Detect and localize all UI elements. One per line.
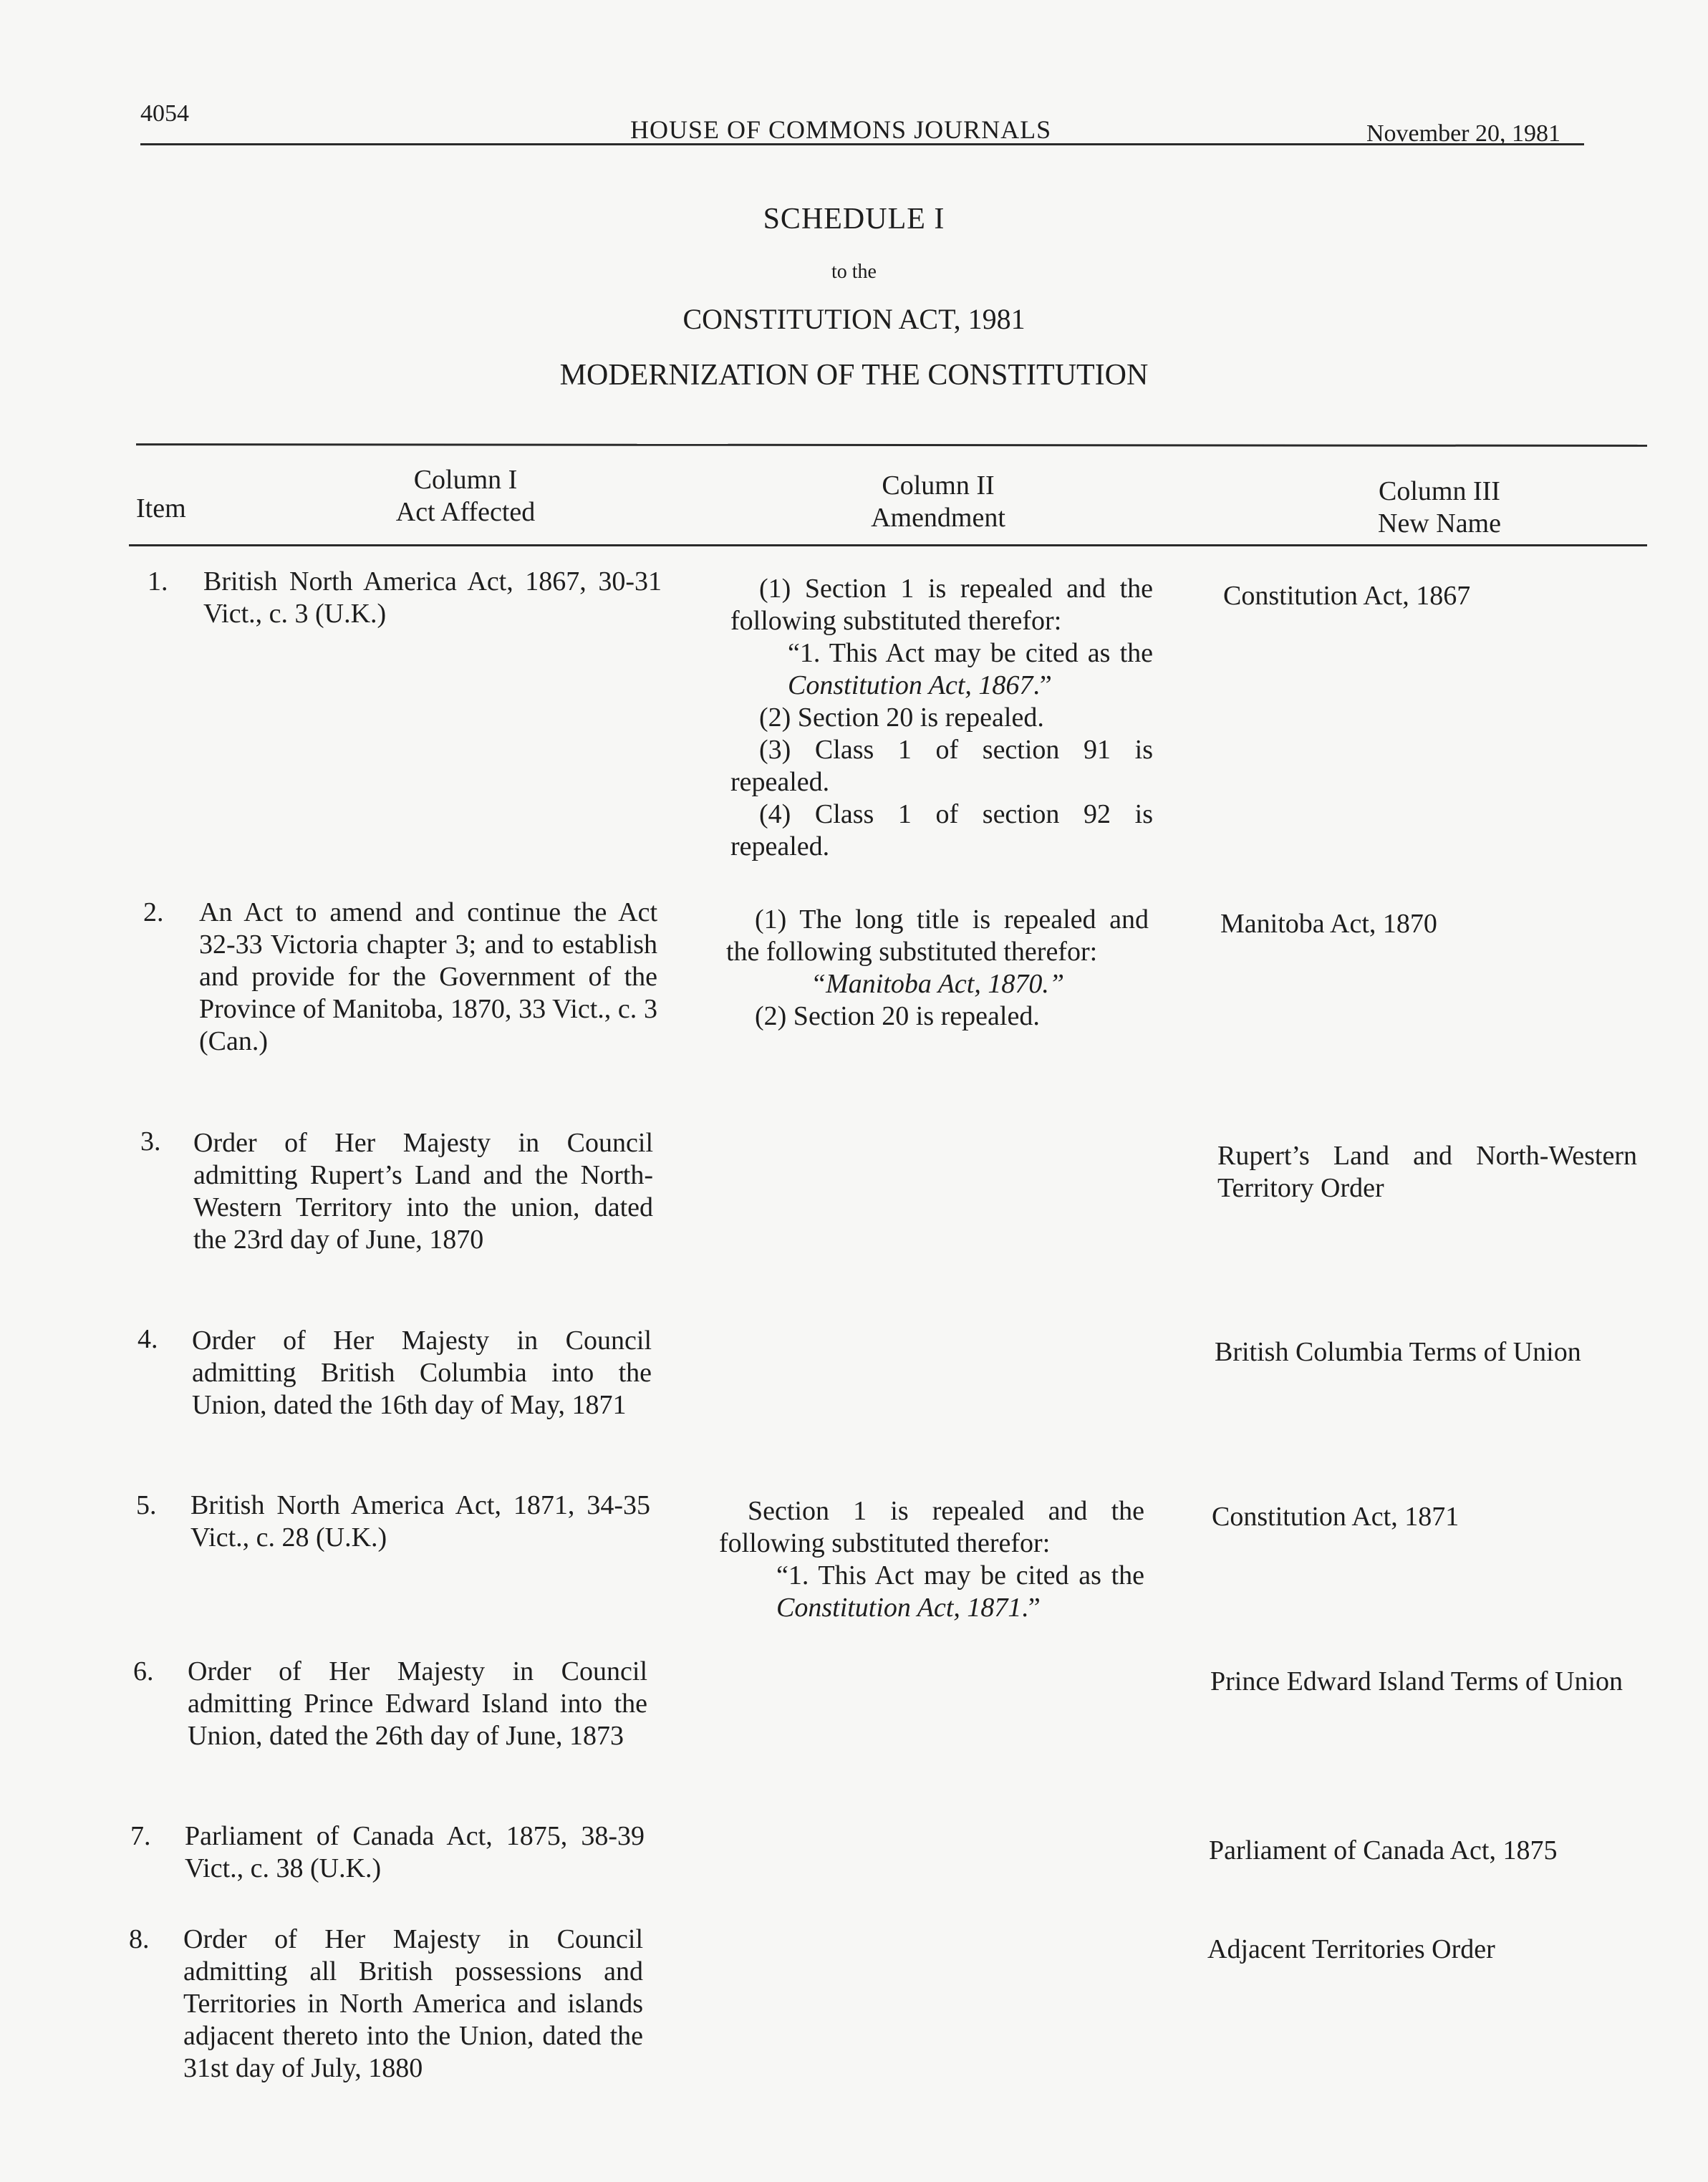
act-affected: British North America Act, 1871, 34-35 Vict., c. 28 (U.K.) bbox=[190, 1490, 650, 1553]
amendment bbox=[726, 904, 1149, 1033]
amendment bbox=[730, 573, 1153, 863]
column-header-item-label: Item bbox=[136, 493, 186, 523]
act-title: CONSTITUTION ACT, 1981 bbox=[682, 303, 1026, 335]
new-name: Adjacent Territories Order bbox=[1207, 1934, 1495, 1964]
act-affected: An Act to amend and continue the Act 32-33 Victoria chapter 3; and to establish and provide for the Government of the Province of Manitoba, 1870, 33 Vict., c. 3 (Can.) bbox=[199, 897, 657, 1056]
header-rule bbox=[140, 143, 1584, 145]
row-number: 2. bbox=[143, 897, 164, 927]
column-header-label: New Name bbox=[1378, 508, 1501, 539]
column-header-label: Column III bbox=[1379, 476, 1500, 506]
amendment-line: Section 1 is repealed and the following substituted therefor: bbox=[719, 1496, 1144, 1558]
amendment-text: “1. This Act may be cited as the bbox=[776, 1560, 1144, 1590]
column-header-label: Act Affected bbox=[395, 496, 536, 527]
act-affected: Order of Her Majesty in Council admitting all British possessions and Territories in North America and islands adjacent thereto into the Union, dated the 31st day of July, 1880 bbox=[183, 1924, 643, 2083]
row-number: 1. bbox=[148, 566, 168, 597]
column-header-label: Column II bbox=[882, 470, 995, 501]
amendment-line: (2) Section 20 is repealed. bbox=[759, 703, 1044, 733]
amendment-line: (4) Class 1 of section 92 is repealed. bbox=[730, 799, 1153, 861]
table-header-rule bbox=[129, 544, 1647, 546]
row-number: 8. bbox=[129, 1924, 150, 1954]
column-header-label: Amendment bbox=[871, 502, 1005, 533]
new-name: Manitoba Act, 1870 bbox=[1220, 909, 1437, 939]
amendment-text: .” bbox=[1021, 1593, 1041, 1623]
column-header-label: Column I bbox=[413, 465, 518, 495]
amendment-text: .” bbox=[1033, 670, 1052, 700]
new-name: British Columbia Terms of Union bbox=[1215, 1337, 1581, 1367]
journal-title: HOUSE OF COMMONS JOURNALS bbox=[630, 115, 1052, 144]
act-affected: Parliament of Canada Act, 1875, 38-39 Vict., c. 38 (U.K.) bbox=[185, 1821, 645, 1883]
column-header-item bbox=[136, 493, 186, 525]
row-number: 6. bbox=[133, 1656, 154, 1686]
column-header-new-name bbox=[1289, 475, 1590, 540]
journal-date: November 20, 1981 bbox=[1366, 120, 1561, 147]
new-name: Prince Edward Island Terms of Union bbox=[1210, 1666, 1623, 1696]
new-name: Constitution Act, 1867 bbox=[1223, 581, 1471, 611]
row-number: 5. bbox=[136, 1490, 157, 1520]
amendment bbox=[719, 1495, 1144, 1624]
subject-title: MODERNIZATION OF THE CONSTITUTION bbox=[559, 359, 1149, 392]
new-name: Parliament of Canada Act, 1875 bbox=[1209, 1835, 1558, 1865]
new-name: Rupert’s Land and North-Western Territory Order bbox=[1217, 1141, 1637, 1203]
amendment-text: “1. This Act may be cited as the bbox=[788, 638, 1153, 668]
column-header-amendment bbox=[788, 470, 1089, 534]
row-number: 4. bbox=[137, 1324, 158, 1354]
act-affected: Order of Her Majesty in Council admitting British Columbia into the Union, dated the 16th day of May, 1871 bbox=[192, 1326, 652, 1420]
schedule-to-the: to the bbox=[831, 261, 877, 283]
amendment-italic-title: Constitution Act, 1867 bbox=[788, 670, 1033, 700]
act-affected: Order of Her Majesty in Council admitting Prince Edward Island into the Union, dated the 26th day of June, 1873 bbox=[188, 1656, 647, 1751]
page-number: 4054 bbox=[140, 100, 189, 127]
amendment-line: (3) Class 1 of section 91 is repealed. bbox=[730, 735, 1153, 797]
amendment-line: (1) Section 1 is repealed and the following substituted therefor: bbox=[730, 574, 1153, 636]
new-name: Constitution Act, 1871 bbox=[1212, 1502, 1459, 1532]
amendment-quote bbox=[730, 637, 1153, 702]
row-number: 7. bbox=[130, 1821, 151, 1851]
amendment-line: (1) The long title is repealed and the following substituted therefor: bbox=[726, 904, 1149, 967]
amendment-italic-title: “Manitoba Act, 1870.” bbox=[811, 969, 1064, 999]
schedule-title: SCHEDULE I bbox=[763, 203, 945, 236]
amendment-quote bbox=[719, 1560, 1144, 1624]
amendment-line: (2) Section 20 is repealed. bbox=[755, 1001, 1040, 1031]
act-affected: British North America Act, 1867, 30-31 Vict., c. 3 (U.K.) bbox=[203, 566, 662, 629]
amendment-italic-title: Constitution Act, 1871 bbox=[776, 1593, 1022, 1623]
table-top-rule bbox=[136, 443, 1647, 447]
column-header-act-affected bbox=[315, 464, 616, 528]
row-number: 3. bbox=[140, 1126, 161, 1157]
act-affected: Order of Her Majesty in Council admitting Rupert’s Land and the North-Western Territory into the union, dated the 23rd day of June, 1870 bbox=[193, 1128, 653, 1255]
